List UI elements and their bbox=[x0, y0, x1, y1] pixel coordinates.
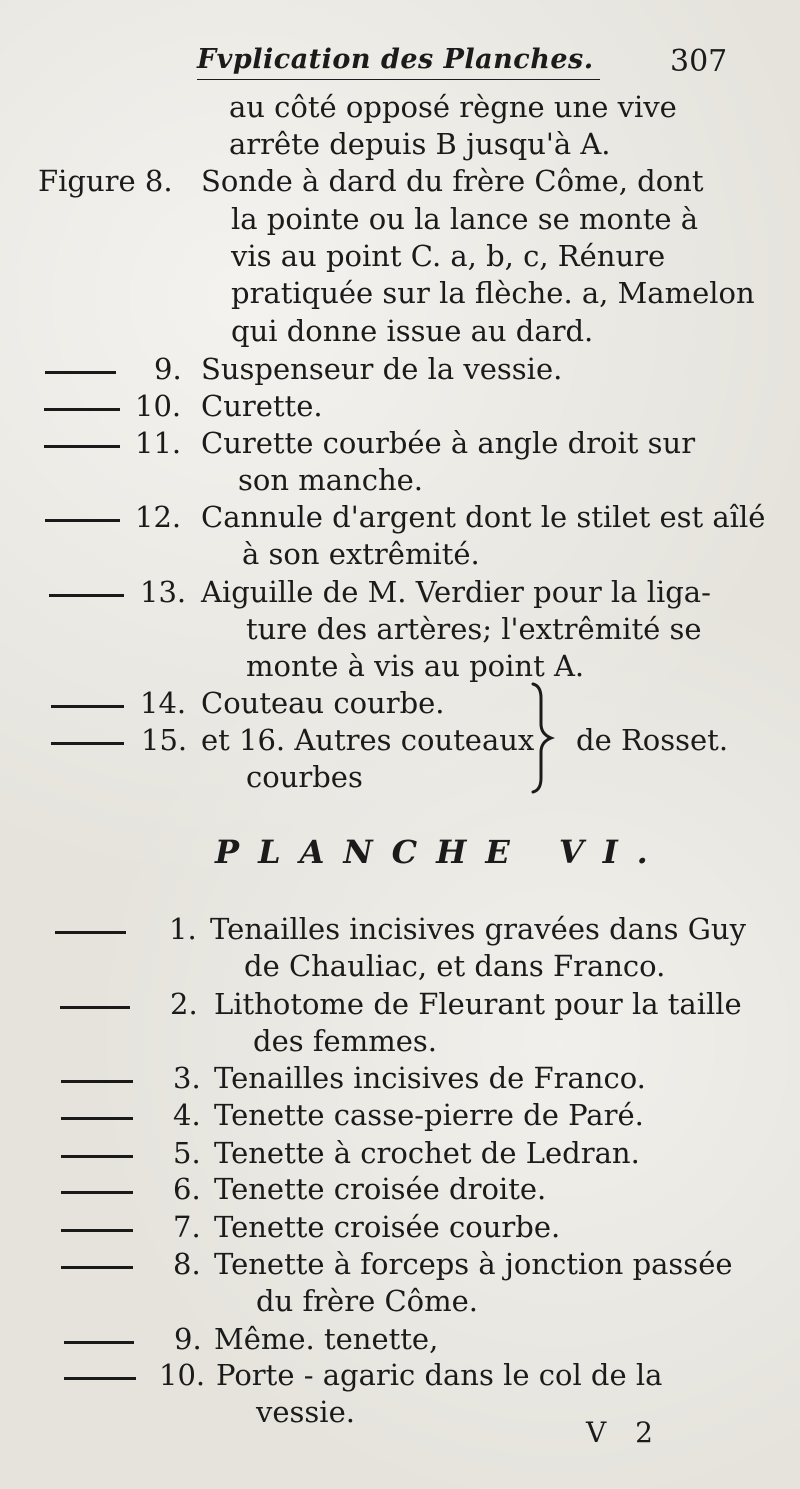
plate-item-10-line-2: vessie. bbox=[256, 1395, 355, 1429]
brace-icon bbox=[529, 682, 555, 794]
plate-item-8-dash bbox=[61, 1266, 133, 1269]
plate-item-6-line-1: Tenette croisée droite. bbox=[214, 1172, 547, 1206]
continuation-line-2: arrête depuis B jusqu'à A. bbox=[229, 127, 611, 161]
plate-item-3-number: 3. bbox=[173, 1061, 201, 1095]
item-9-line-1: Suspenseur de la vessie. bbox=[201, 352, 563, 386]
plate-item-1-line-2: de Chauliac, et dans Franco. bbox=[244, 949, 666, 983]
plate-item-9-number: 9. bbox=[174, 1322, 202, 1356]
plate-item-9-dash bbox=[64, 1341, 134, 1344]
figure-8-label: Figure 8. bbox=[38, 164, 173, 198]
item-12-line-1: Cannule d'argent dont le stilet est aîlé bbox=[201, 500, 766, 534]
plate-item-5-line-1: Tenette à crochet de Ledran. bbox=[214, 1136, 640, 1170]
item-14-number: 14. bbox=[140, 686, 187, 720]
plate-item-3-dash bbox=[61, 1080, 133, 1083]
plate-item-8-line-2: du frère Côme. bbox=[256, 1284, 478, 1318]
plate-item-3-line-1: Tenailles incisives de Franco. bbox=[214, 1061, 646, 1095]
item-11-dash bbox=[44, 445, 120, 448]
item-13-line-1: Aiguille de M. Verdier pour la liga- bbox=[201, 575, 711, 609]
plate-item-6-number: 6. bbox=[173, 1172, 201, 1206]
item-11-line-1: Curette courbée à angle droit sur bbox=[201, 426, 696, 460]
page-number: 307 bbox=[670, 44, 728, 79]
figure-8-line-2: la pointe ou la lance se monte à bbox=[231, 202, 699, 236]
plate-item-2-number: 2. bbox=[170, 987, 198, 1021]
item-11-number: 11. bbox=[135, 426, 182, 460]
item-11-line-2: son manche. bbox=[238, 463, 424, 497]
plate-title: PLANCHE VI. bbox=[215, 833, 667, 871]
plate-item-1-line-1: Tenailles incisives gravées dans Guy bbox=[210, 912, 746, 946]
item-14-dash bbox=[51, 705, 124, 708]
item-13-dash bbox=[49, 594, 124, 597]
figure-8-line-4: pratiquée sur la flèche. a, Mamelon bbox=[231, 276, 755, 310]
figure-8-line-5: qui donne issue au dard. bbox=[231, 314, 594, 348]
plate-item-4-number: 4. bbox=[173, 1098, 201, 1132]
plate-item-6-dash bbox=[61, 1191, 133, 1194]
plate-item-2-line-1: Lithotome de Fleurant pour la taille bbox=[214, 987, 742, 1021]
plate-item-8-line-1: Tenette à forceps à jonction passée bbox=[214, 1247, 733, 1281]
item-13-line-3: monte à vis au point A. bbox=[246, 649, 585, 683]
item-15-dash bbox=[51, 742, 124, 745]
item-14-line-1: Couteau courbe. bbox=[201, 686, 445, 720]
item-10-dash bbox=[44, 408, 120, 411]
item-9-dash bbox=[45, 371, 116, 374]
continuation-line-1: au côté opposé règne une vive bbox=[229, 90, 677, 124]
plate-item-8-number: 8. bbox=[173, 1247, 201, 1281]
brace-label: de Rosset. bbox=[576, 723, 729, 757]
running-title: Fvplication des Planches. bbox=[197, 44, 594, 75]
plate-item-9-line-1: Même. tenette, bbox=[214, 1322, 439, 1356]
item-12-line-2: à son extrêmité. bbox=[242, 537, 480, 571]
item-13-line-2: ture des artères; l'extrêmité se bbox=[246, 612, 702, 646]
item-12-number: 12. bbox=[135, 500, 182, 534]
plate-item-2-line-2: des femmes. bbox=[253, 1024, 437, 1058]
plate-item-10-line-1: Porte - agaric dans le col de la bbox=[216, 1358, 663, 1392]
plate-item-5-dash bbox=[61, 1155, 133, 1158]
figure-8-line-1: Sonde à dard du frère Côme, dont bbox=[201, 164, 704, 198]
item-12-dash bbox=[45, 519, 120, 522]
plate-item-2-dash bbox=[60, 1006, 130, 1009]
grouping-brace bbox=[529, 682, 555, 794]
plate-item-5-number: 5. bbox=[173, 1136, 201, 1170]
item-15-line-2: courbes bbox=[246, 760, 363, 794]
signature-mark: V 2 bbox=[586, 1416, 663, 1449]
item-10-line-1: Curette. bbox=[201, 389, 323, 423]
plate-item-1-dash bbox=[55, 931, 126, 934]
item-13-number: 13. bbox=[140, 575, 187, 609]
plate-item-10-dash bbox=[64, 1377, 136, 1380]
plate-item-7-dash bbox=[61, 1229, 133, 1232]
plate-item-7-number: 7. bbox=[173, 1210, 201, 1244]
page-header bbox=[0, 40, 800, 92]
plate-item-1-number: 1. bbox=[169, 912, 197, 946]
item-10-number: 10. bbox=[135, 389, 182, 423]
plate-item-4-dash bbox=[61, 1117, 133, 1120]
plate-item-10-number: 10. bbox=[159, 1358, 206, 1392]
item-15-line-1: et 16. Autres couteaux bbox=[201, 723, 535, 757]
figure-8-line-3: vis au point C. a, b, c, Rénure bbox=[231, 239, 666, 273]
plate-item-7-line-1: Tenette croisée courbe. bbox=[214, 1210, 561, 1244]
plate-item-4-line-1: Tenette casse-pierre de Paré. bbox=[214, 1098, 644, 1132]
item-9-number: 9. bbox=[154, 352, 182, 386]
item-15-number: 15. bbox=[141, 723, 188, 757]
